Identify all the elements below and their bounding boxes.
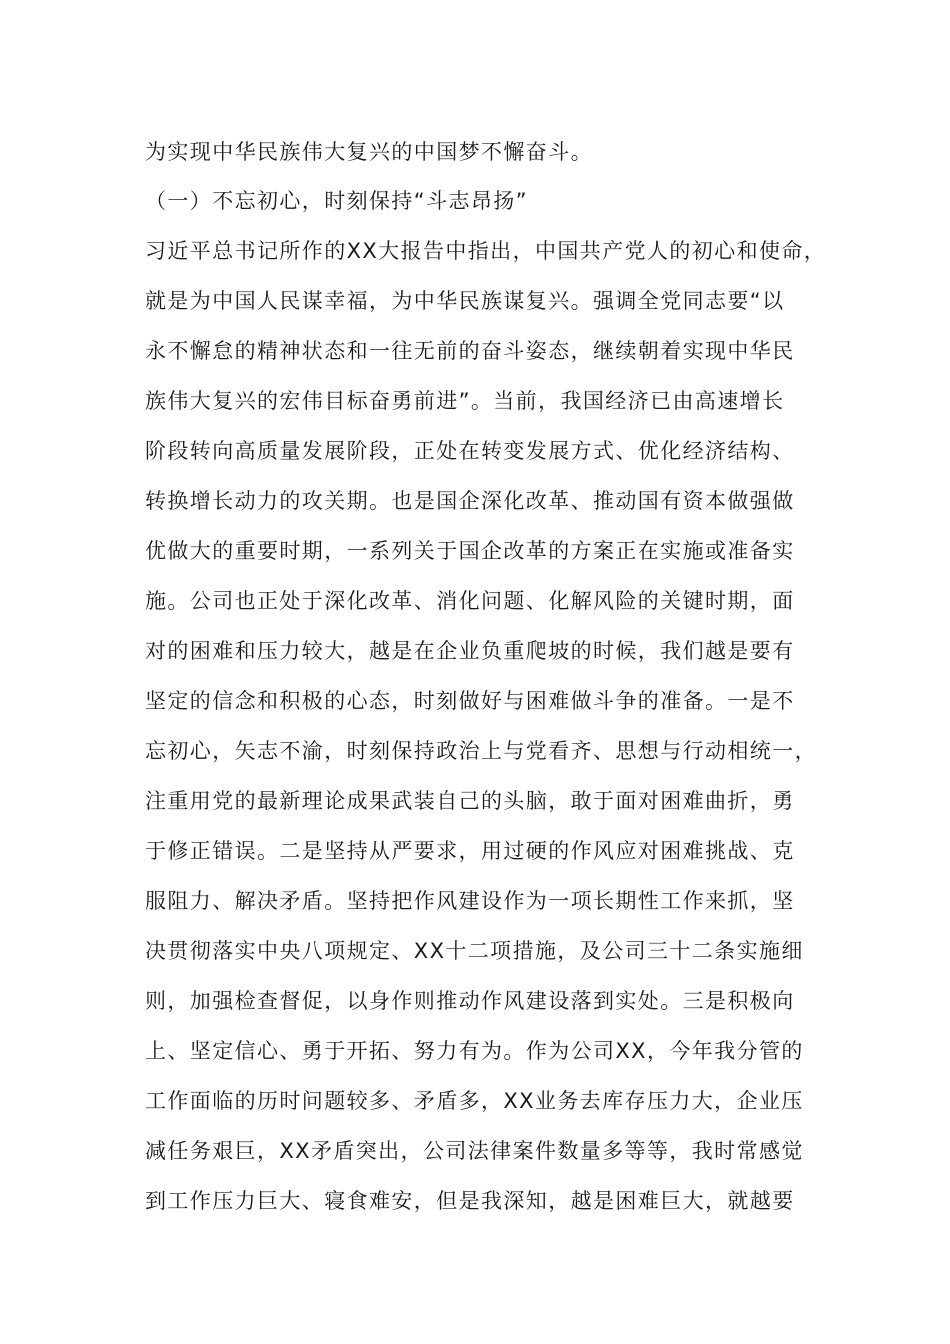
- text-line: 族伟大复兴的宏伟目标奋勇前进”。当前，我国经济已由高速增长: [145, 389, 785, 413]
- text-line: 对的困难和压力较大，越是在企业负重爬坡的时候，我们越是要有: [145, 639, 795, 663]
- text-line: 决贯彻落实中央八项规定、XX十二项措施，及公司三十二条实施细: [145, 939, 804, 963]
- text-line: 减任务艰巨，XX矛盾突出，公司法律案件数量多等等，我时常感觉: [145, 1139, 804, 1163]
- text-line: 服阻力、解决矛盾。坚持把作风建设作为一项长期性工作来抓，坚: [145, 889, 795, 913]
- text-line: 坚定的信念和积极的心态，时刻做好与困难做斗争的准备。一是不: [145, 689, 795, 713]
- text-line: 到工作压力巨大、寝食难安，但是我深知，越是困难巨大，就越要: [145, 1189, 795, 1213]
- text-line: 施。公司也正处于深化改革、消化问题、化解风险的关键时期，面: [145, 589, 795, 613]
- text-line: 忘初心，矢志不渝，时刻保持政治上与党看齐、思想与行动相统一，: [145, 739, 817, 763]
- text-line: 为实现中华民族伟大复兴的中国梦不懈奋斗。: [145, 140, 593, 164]
- text-line: 就是为中国人民谋幸福，为中华民族谋复兴。强调全党同志要“以: [145, 289, 785, 313]
- text-line: 注重用党的最新理论成果武装自己的头脑，敢于面对困难曲折，勇: [145, 789, 795, 813]
- section-heading: （一）不忘初心，时刻保持“斗志昂扬”: [145, 189, 528, 213]
- text-line: 永不懈怠的精神状态和一往无前的奋斗姿态，继续朝着实现中华民: [145, 339, 795, 363]
- text-line: 转换增长动力的攻关期。也是国企深化改革、推动国有资本做强做: [145, 489, 795, 513]
- text-line: 于修正错误。二是坚持从严要求，用过硬的作风应对困难挑战、克: [145, 839, 795, 863]
- text-line: 则，加强检查督促，以身作则推动作风建设落到实处。三是积极向: [145, 989, 795, 1013]
- text-line: 上、坚定信心、勇于开拓、努力有为。作为公司XX，今年我分管的: [145, 1039, 804, 1063]
- text-line: 优做大的重要时期，一系列关于国企改革的方案正在实施或准备实: [145, 539, 795, 563]
- text-line: 阶段转向高质量发展阶段，正处在转变发展方式、优化经济结构、: [145, 439, 795, 463]
- text-line: 习近平总书记所作的XX大报告中指出，中国共产党人的初心和使命，: [145, 239, 827, 263]
- text-line: 工作面临的历时问题较多、矛盾多，XX业务去库存压力大，企业压: [145, 1089, 804, 1113]
